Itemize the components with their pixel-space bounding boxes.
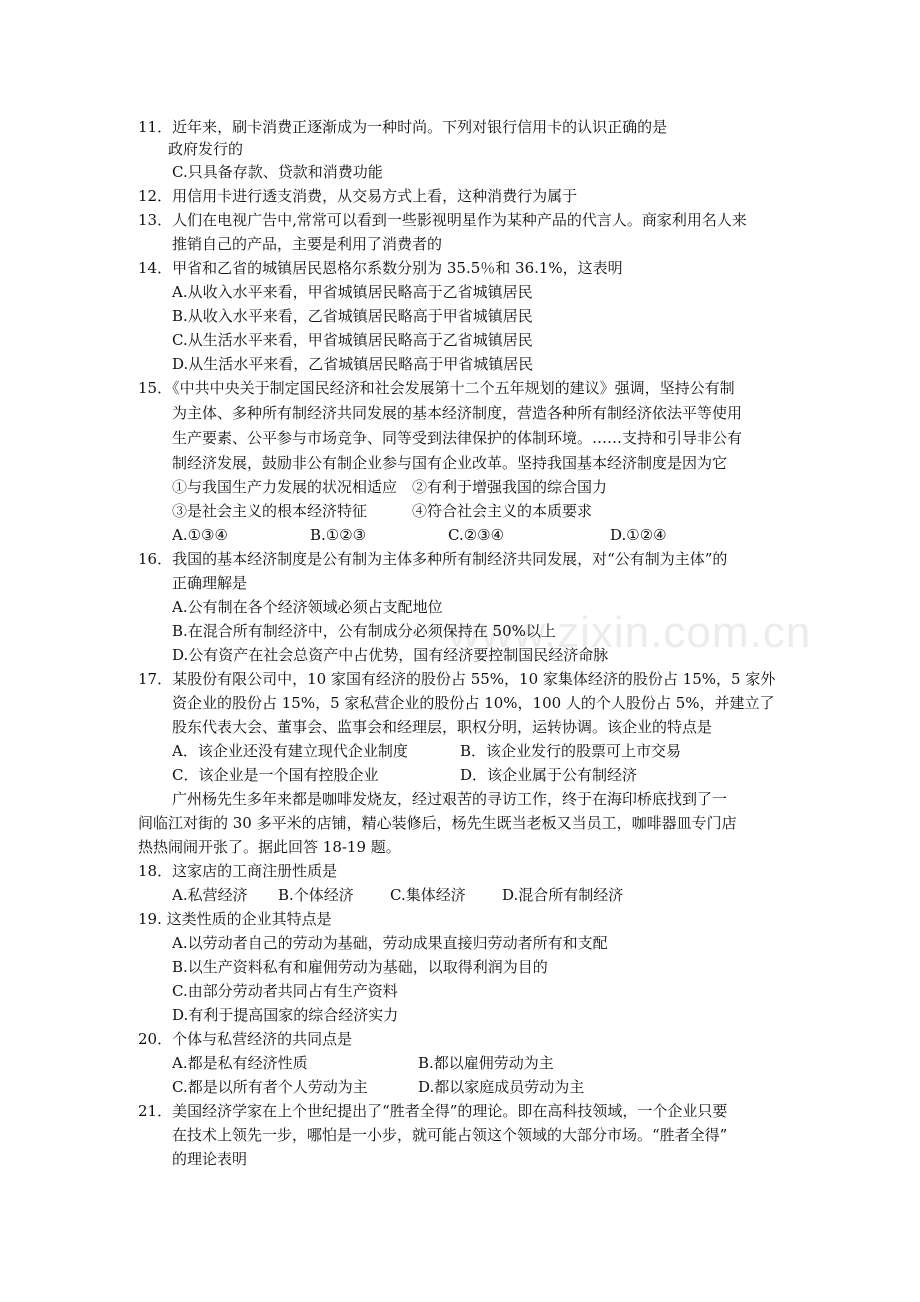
text-line-q15-l2: 为主体、多种所有制经济共同发展的基本经济制度，营造各种所有制经济依法平等使用 — [172, 404, 743, 422]
text-line-q17-l2: 资企业的股份占 15%，5 家私营企业的股份占 10%，100 人的个人股份占 5%，并建立了 — [172, 694, 775, 712]
text-line-q21-l3: 的理论表明 — [172, 1150, 248, 1168]
text-line-q18-c: C.集体经济 — [390, 886, 466, 904]
text-line-q14-a: A.从收入水平来看，甲省城镇居民略高于乙省城镇居民 — [172, 283, 533, 301]
text-line-q13-stem: 13．人们在电视广告中,常常可以看到一些影视明星作为某种产品的代言人。商家利用名人来 — [138, 211, 747, 229]
text-line-q17-c: C．该企业是一个国有控股企业 — [172, 766, 379, 784]
text-line-q13-cont: 推销自己的产品，主要是利用了消费者的 — [172, 235, 443, 253]
text-line-q17-a: A．该企业还没有建立现代企业制度 — [172, 742, 408, 760]
text-line-q15-d: D.①②④ — [610, 526, 667, 544]
text-line-q17-b: B．该企业发行的股票可上市交易 — [460, 742, 682, 760]
text-line-q15-l3: 生产要素、公平参与市场竞争、同等受到法律保护的体制环境。……支持和引导非公有 — [172, 429, 743, 447]
text-line-q18-a: A.私营经济 — [172, 886, 248, 904]
text-line-q20-c: C.都是以所有者个人劳动为主 — [172, 1078, 368, 1096]
text-line-q15-o12: ①与我国生产力发展的状况相适应 ②有利于增强我国的综合国力 — [172, 478, 608, 496]
text-line-q20-stem: 20．个体与私营经济的共同点是 — [138, 1030, 353, 1048]
text-line-q15-a: A.①③④ — [172, 526, 228, 544]
text-line-q19-b: B.以生产资料私有和雇佣劳动为基础，以取得利润为目的 — [172, 958, 548, 976]
text-line-mat-l3: 热热闹闹开张了。据此回答 18-19 题。 — [138, 838, 401, 856]
text-line-q17-l3: 股东代表大会、董事会、监事会和经理层，职权分明，运转协调。该企业的特点是 — [172, 718, 713, 736]
text-line-q21-stem: 21．美国经济学家在上个世纪提出了“胜者全得”的理论。即在高科技领域，一个企业只要 — [138, 1102, 728, 1120]
text-line-q12-stem: 12．用信用卡进行透支消费，从交易方式上看，这种消费行为属于 — [138, 187, 578, 205]
text-line-q14-stem: 14．甲省和乙省的城镇居民恩格尔系数分别为 35.5％和 36.1%，这表明 — [138, 259, 623, 277]
text-line-q15-b: B.①②③ — [310, 526, 367, 544]
text-line-q18-d: D.混合所有制经济 — [502, 886, 624, 904]
text-line-q11-c: C.只具备存款、贷款和消费功能 — [172, 163, 383, 181]
text-line-q20-d: D.都以家庭成员劳动为主 — [418, 1078, 585, 1096]
text-line-q15-o34: ③是社会主义的根本经济特征 ④符合社会主义的本质要求 — [172, 502, 593, 520]
text-line-q15-l4: 制经济发展，鼓励非公有制企业参与国有企业改革。坚持我国基本经济制度是因为它 — [172, 454, 728, 472]
text-line-q19-c: C.由部分劳动者共同占有生产资料 — [172, 982, 398, 1000]
text-line-q16-cont: 正确理解是 — [172, 574, 248, 592]
text-line-q15-c: C.②③④ — [448, 526, 505, 544]
text-line-q16-b: B.在混合所有制经济中，公有制成分必须保持在 50%以上 — [172, 622, 556, 640]
text-line-q21-l2: 在技术上领先一步，哪怕是一小步，就可能占领这个领域的大部分市场。“胜者全得” — [172, 1126, 728, 1144]
text-line-q11-stem: 11．近年来，刷卡消费正逐渐成为一种时尚。下列对银行信用卡的认识正确的是 — [138, 118, 668, 136]
text-line-q14-b: B.从收入水平来看，乙省城镇居民略高于甲省城镇居民 — [172, 307, 533, 325]
text-line-q11-cont: 政府发行的 — [168, 140, 244, 158]
text-line-q17-stem: 17．某股份有限公司中，10 家国有经济的股份占 55%，10 家集体经济的股份占 15%，5 家外 — [138, 670, 776, 688]
text-line-q20-a: A.都是私有经济性质 — [172, 1054, 308, 1072]
text-line-q16-a: A.公有制在各个经济领域必须占支配地位 — [172, 598, 443, 616]
text-line-mat-l2: 间临江对街的 30 多平米的店铺，精心装修后，杨先生既当老板又当员工，咖啡器皿专门店 — [138, 814, 737, 832]
watermark: www.zixin.com.cn — [448, 608, 812, 657]
text-line-q15-stem: 15．《中共中央关于制定国民经济和社会发展第十二个五年规划的建议》强调，坚持公有制 — [138, 379, 735, 397]
text-line-q19-d: D.有利于提高国家的综合经济实力 — [172, 1006, 399, 1024]
text-line-q18-b: B.个体经济 — [278, 886, 354, 904]
text-line-q19-a: A.以劳动者自己的劳动为基础，劳动成果直接归劳动者所有和支配 — [172, 934, 608, 952]
text-line-q14-c: C.从生活水平来看，甲省城镇居民略高于乙省城镇居民 — [172, 331, 533, 349]
text-line-mat-l1: 广州杨先生多年来都是咖啡发烧友，经过艰苦的寻访工作，终于在海印桥底找到了一 — [172, 790, 728, 808]
text-line-q17-d: D．该企业属于公有制经济 — [460, 766, 638, 784]
text-line-q20-b: B.都以雇佣劳动为主 — [418, 1054, 554, 1072]
text-line-q19-stem: 19. 这类性质的企业其特点是 — [138, 910, 332, 928]
text-line-q16-d: D.公有资产在社会总资产中占优势，国有经济要控制国民经济命脉 — [172, 646, 609, 664]
text-line-q18-stem: 18．这家店的工商注册性质是 — [138, 862, 338, 880]
text-line-q16-stem: 16．我国的基本经济制度是公有制为主体多种所有制经济共同发展，对“公有制为主体”的 — [138, 550, 728, 568]
text-line-q14-d: D.从生活水平来看，乙省城镇居民略高于甲省城镇居民 — [172, 355, 534, 373]
